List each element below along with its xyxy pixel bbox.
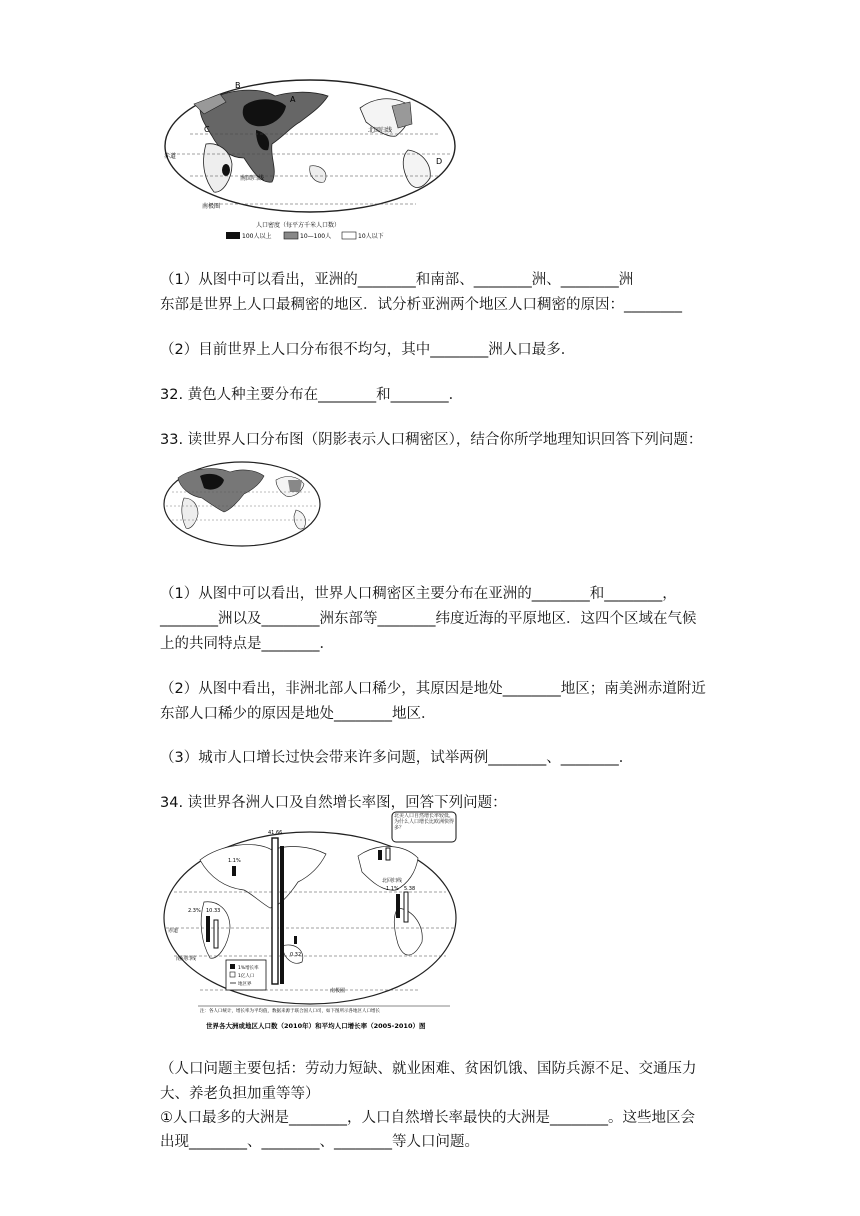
value-africa-a: 2.3% [188,908,201,914]
map-caption: 世界各大洲或地区人口数（2010年）和平均人口增长率（2005-2010）图 [206,1022,426,1030]
q31-1-line2: 东部是世界上人口最稠密的地区．试分析亚洲两个地区人口稠密的原因：________ [160,297,682,313]
value-asia-rate: 1.1% [228,858,241,864]
population-growth-map [160,810,460,1034]
q34-1-line2: 出现________、________、________等人口问题。 [160,1134,479,1150]
q31-2: （2）目前世界上人口分布很不均匀，其中________洲人口最多． [160,342,576,358]
callout-text: 北美人口自然增长率较低，为什么人口增长比欧洲快得多？ [394,813,454,831]
legend-rate: 1%增长率 [238,966,259,971]
legend-pop: 1亿人口 [238,974,255,979]
legend-item-1: 100人以上 [242,233,272,240]
q33-2-line1: （2）从图中看出，非洲北部人口稀少，其原因是地处________地区；南美洲赤道附近 [160,681,706,697]
label-equator: 赤道 [168,928,179,934]
q33-1-line3: 上的共同特点是________． [160,636,334,652]
value-africa-b: 10.33 [206,908,221,914]
q34-1-line1: ①人口最多的大洲是________，人口自然增长率最快的大洲是________。这些地区会 [160,1110,695,1126]
legend-title: 人口密度（每平方千米人口数） [256,222,341,229]
q33-2-line2: 东部人口稀少的原因是地处________地区． [160,706,436,722]
legend-item-2: 10—100人 [300,233,332,240]
q33-3: （3）城市人口增长过快会带来许多问题，试举两例________、________． [160,750,634,766]
label-north-tropic: 北回归线 [382,878,403,884]
q31-1-line1: （1）从图中可以看出，亚洲的________和南部、________洲、________洲 [160,272,634,288]
q34: 34. 读世界各洲人口及自然增长率图，回答下列问题： [160,795,507,811]
q33-1-line1: （1）从图中可以看出，世界人口稠密区主要分布在亚洲的________和________， [160,586,677,602]
q34-note-line2: 大、养老负担加重等等） [160,1086,320,1102]
value-na-a: 1.1% [386,886,399,892]
population-density-map [160,66,464,246]
label-antarctic: 南极圈 [202,203,221,210]
label-north-tropic: 北回归线 [368,127,393,134]
q33-1-line2: ________洲以及________洲东部等________纬度近海的平原地区．这四个区域在气候 [160,611,697,627]
value-asia: 41.66 [268,830,283,836]
label-d: D [436,157,443,166]
q34-note-line1: （人口问题主要包括：劳动力短缺、就业困难、贫困饥饿、国防兵源不足、交通压力 [160,1061,697,1077]
label-south-tropic: 南回归线 [176,956,197,962]
world-population-map [160,458,324,550]
label-south-tropic: 南回归线 [240,175,265,182]
value-oceania: 0.32 [290,952,302,958]
label-antarctic: 南极圈 [330,988,346,994]
q32: 32. 黄色人种主要分布在________和________． [160,387,464,403]
legend-item-3: 10人以下 [358,233,384,240]
q33: 33. 读世界人口分布图（阴影表示人口稠密区），结合你所学地理知识回答下列问题： [160,432,703,448]
map-note: 注：各人口统计，增长率为平均值，数据来源于联合国人口司，如下图所示各地区人口增长 [200,1009,380,1014]
label-b: B [235,81,241,90]
value-na-b: 5.38 [404,886,416,892]
legend-region: 地区界 [238,982,252,987]
label-equator: 赤道 [164,153,177,160]
label-a: A [290,95,296,104]
label-c: C [204,125,210,134]
